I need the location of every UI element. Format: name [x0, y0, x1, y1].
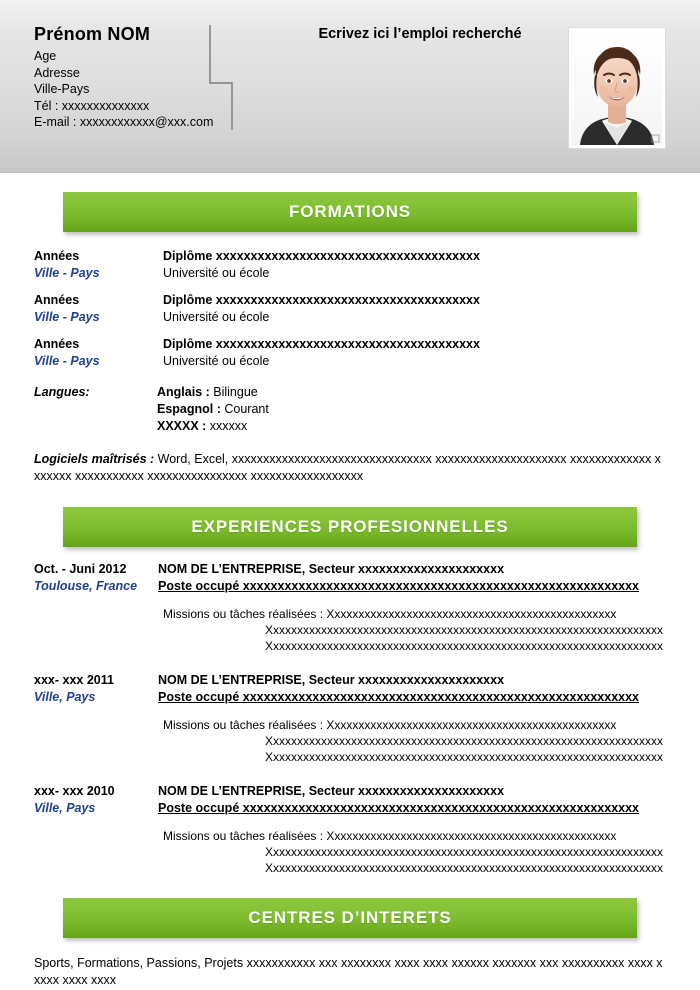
education-entry-detail [163, 292, 700, 326]
experience-entry [0, 561, 700, 595]
software-block [34, 451, 666, 485]
education-entry-meta [34, 248, 154, 282]
interests-text: Sports, Formations, Passions, Projets xxxxxxxxxxx xxx xxxxxxxx xxxx xxxx xxxxxx xxxxxxx xxx xxxxxxxxxx xxxx xxxxx xxxx xxxx [34, 956, 663, 987]
education-school: Université ou école [163, 310, 270, 324]
city-country-line: Ville-Pays [34, 82, 90, 96]
banner-formations-label: FORMATIONS [288, 202, 411, 221]
experience-position: Poste occupé xxxxxxxxxxxxxxxxxxxxxxxxxxxxxxxxxxxxxxxxxxxxxxxxxxxxxxxxx [158, 801, 640, 815]
experience-missions [163, 606, 700, 654]
language-level: xxxxxx [209, 419, 248, 433]
language-separator: : [198, 419, 210, 433]
experience-entry-meta [34, 783, 159, 817]
experience-company: NOM DE L’ENTREPRISE, Secteur xxxxxxxxxxxxxxxxxxxxx [158, 784, 505, 798]
education-entry-detail [163, 336, 700, 370]
experience-entry [0, 672, 700, 706]
banner-interests [63, 898, 637, 938]
stepped-divider-line [204, 20, 244, 130]
education-entry [0, 336, 700, 370]
experience-company: NOM DE L’ENTREPRISE, Secteur xxxxxxxxxxxxxxxxxxxxx [158, 673, 505, 687]
software-label: Logiciels maîtrisés : [34, 452, 155, 466]
experience-dates: xxx- xxx 2010 [34, 784, 115, 798]
experience-dates: xxx- xxx 2011 [34, 673, 114, 687]
missions-line: Xxxxxxxxxxxxxxxxxxxxxxxxxxxxxxxxxxxxxxxxxxxxxxxxxxxxxxxxxxxxxxxxxx [265, 845, 664, 859]
missions-label: Missions ou tâches réalisées : [163, 718, 327, 732]
education-entry [0, 292, 700, 326]
languages-label: Langues: [34, 385, 90, 399]
address-line: Adresse [34, 65, 80, 80]
missions-label: Missions ou tâches réalisées : [163, 607, 327, 621]
experience-place: Ville, Pays [34, 690, 96, 704]
language-separator: : [202, 385, 214, 399]
email-line: E-mail : xxxxxxxxxxxx@xxx.com [34, 115, 214, 129]
experience-place: Ville, Pays [34, 801, 96, 815]
language-name: Anglais [157, 385, 203, 399]
portrait-photo-icon [572, 31, 662, 145]
missions-line [163, 717, 700, 733]
experience-entry-detail [158, 783, 700, 817]
education-place: Ville - Pays [34, 266, 100, 280]
experience-entry-detail [158, 672, 700, 706]
cv-header [0, 0, 700, 173]
banner-experiences [63, 507, 637, 547]
job-target-title: Ecrivez ici l’emploi recherché [318, 26, 522, 42]
experience-entry [0, 783, 700, 817]
language-item [157, 401, 700, 418]
missions-text: Xxxxxxxxxxxxxxxxxxxxxxxxxxxxxxxxxxxxxxxxxxxxxxxx [326, 718, 617, 732]
missions-line: Xxxxxxxxxxxxxxxxxxxxxxxxxxxxxxxxxxxxxxxxxxxxxxxxxxxxxxxxxxxxxxxxxx [265, 623, 664, 637]
education-entry [0, 248, 700, 282]
section-interests [0, 876, 700, 989]
language-separator: : [213, 402, 225, 416]
education-school: Université ou école [163, 354, 270, 368]
language-name: XXXXX [157, 419, 199, 433]
experience-company: NOM DE L’ENTREPRISE, Secteur xxxxxxxxxxxxxxxxxxxxx [158, 562, 505, 576]
education-entry-meta [34, 336, 154, 370]
avatar [568, 27, 666, 149]
experience-position: Poste occupé xxxxxxxxxxxxxxxxxxxxxxxxxxxxxxxxxxxxxxxxxxxxxxxxxxxxxxxxx [158, 579, 640, 593]
experience-entry-meta [34, 561, 159, 595]
software-text: Word, Excel, xxxxxxxxxxxxxxxxxxxxxxxxxxxxxxxx xxxxxxxxxxxxxxxxxxxxx xxxxxxxxxxxxx xxxxxxx xxxxxxxxxxx xxxxxxxxxxxxxxxx xxxxxxxxxxxxxxxxxx [34, 452, 661, 483]
missions-line: Xxxxxxxxxxxxxxxxxxxxxxxxxxxxxxxxxxxxxxxxxxxxxxxxxxxxxxxxxxxxxxxxxx [265, 639, 664, 653]
experience-entry-detail [158, 561, 700, 595]
phone-line: Tél : xxxxxxxxxxxxxx [34, 98, 150, 113]
experience-entry-meta [34, 672, 159, 706]
identity-block [34, 22, 213, 131]
experience-place: Toulouse, France [34, 579, 138, 593]
languages-block [0, 384, 700, 435]
missions-line: Xxxxxxxxxxxxxxxxxxxxxxxxxxxxxxxxxxxxxxxxxxxxxxxxxxxxxxxxxxxxxxxxxx [265, 734, 664, 748]
missions-text: Xxxxxxxxxxxxxxxxxxxxxxxxxxxxxxxxxxxxxxxxxxxxxxxx [326, 829, 617, 843]
education-entry-meta [34, 292, 154, 326]
education-degree: Diplôme xxxxxxxxxxxxxxxxxxxxxxxxxxxxxxxxxxxxxx [163, 337, 480, 351]
section-formations [0, 173, 700, 485]
banner-formations [63, 192, 637, 232]
language-level: Bilingue [213, 385, 258, 399]
education-entry-detail [163, 248, 700, 282]
age-line: Age [34, 49, 57, 63]
full-name: Prénom NOM [34, 24, 151, 44]
education-degree: Diplôme xxxxxxxxxxxxxxxxxxxxxxxxxxxxxxxxxxxxxx [163, 249, 480, 263]
missions-line: Xxxxxxxxxxxxxxxxxxxxxxxxxxxxxxxxxxxxxxxxxxxxxxxxxxxxxxxxxxxxxxxxxx [265, 750, 664, 764]
education-degree: Diplôme xxxxxxxxxxxxxxxxxxxxxxxxxxxxxxxxxxxxxx [163, 293, 480, 307]
education-place: Ville - Pays [34, 310, 100, 324]
education-school: Université ou école [163, 266, 270, 280]
language-name: Espagnol [157, 402, 214, 416]
banner-experiences-label: EXPERIENCES PROFESIONNELLES [191, 517, 509, 536]
missions-line: Xxxxxxxxxxxxxxxxxxxxxxxxxxxxxxxxxxxxxxxxxxxxxxxxxxxxxxxxxxxxxxxxxx [265, 861, 664, 875]
missions-label: Missions ou tâches réalisées : [163, 829, 327, 843]
missions-line [163, 606, 700, 622]
missions-text: Xxxxxxxxxxxxxxxxxxxxxxxxxxxxxxxxxxxxxxxxxxxxxxxx [326, 607, 617, 621]
experience-position: Poste occupé xxxxxxxxxxxxxxxxxxxxxxxxxxxxxxxxxxxxxxxxxxxxxxxxxxxxxxxxx [158, 690, 640, 704]
education-years: Années [34, 293, 80, 307]
language-level: Courant [224, 402, 269, 416]
language-item [157, 418, 700, 435]
section-experiences [0, 485, 700, 876]
education-years: Années [34, 337, 80, 351]
banner-interests-label: CENTRES D’INTERETS [248, 908, 452, 927]
experience-missions [163, 828, 700, 876]
education-years: Années [34, 249, 80, 263]
education-place: Ville - Pays [34, 354, 100, 368]
experience-missions [163, 717, 700, 765]
experience-dates: Oct. - Juni 2012 [34, 562, 127, 576]
missions-line [163, 828, 700, 844]
language-item [157, 384, 700, 401]
languages-list [157, 384, 700, 435]
